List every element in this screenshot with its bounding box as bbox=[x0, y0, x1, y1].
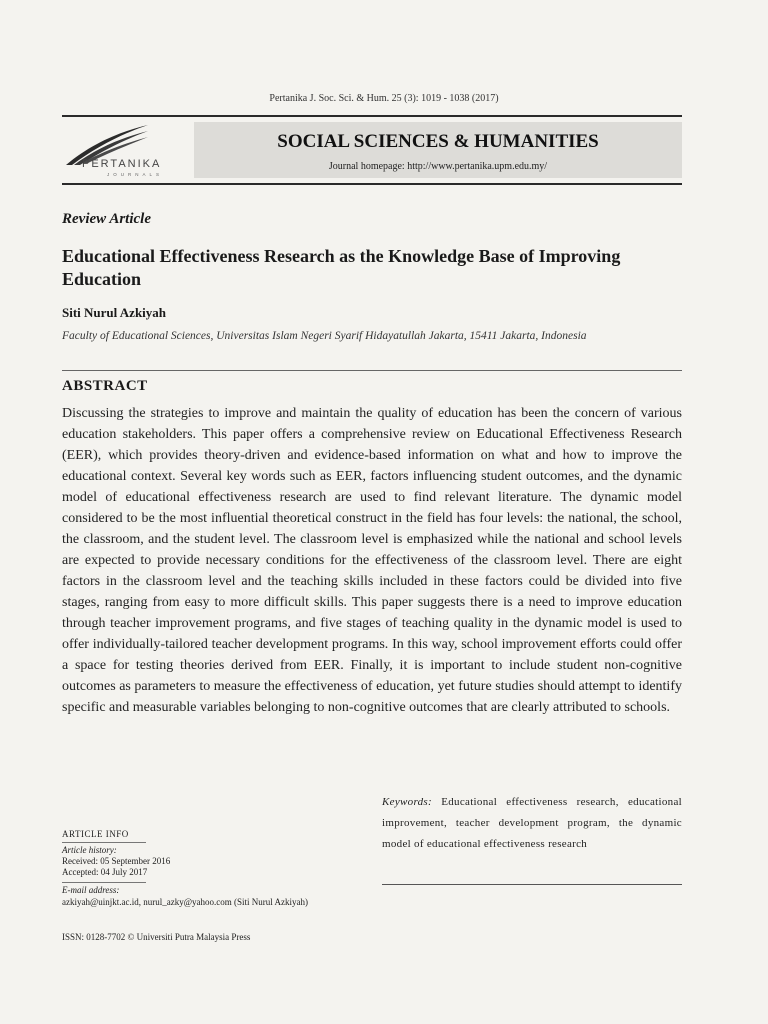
author-affiliation: Faculty of Educational Sciences, Universitas Islam Negeri Syarif Hidayatullah Jakarta, 15411 Jakarta, Indonesia bbox=[62, 330, 587, 342]
article-type: Review Article bbox=[62, 211, 152, 227]
email-label: E-mail address: bbox=[62, 885, 120, 895]
logo-subtitle: JOURNALS bbox=[107, 172, 164, 177]
article-info-heading: ARTICLE INFO bbox=[62, 829, 129, 839]
received-date: Received: 05 September 2016 bbox=[62, 856, 171, 866]
article-title: Educational Effectiveness Research as the Knowledge Base of Improving Education bbox=[62, 246, 621, 289]
article-history-label: Article history: bbox=[62, 845, 117, 855]
keywords-block bbox=[382, 792, 682, 855]
divider bbox=[382, 884, 682, 885]
journal-header bbox=[62, 115, 682, 185]
abstract-text: Discussing the strategies to improve and maintain the quality of education has been the concern of various education stakeholders. This paper offers a comprehensive review on Educational Effectiveness Research (EER), which provides theory-driven and evidence-based information on what and how to improve the educational context. Several key words such as EER, factors influencing student outcomes, and the dynamic model of educational effectiveness research are used to find relevant literature. The dynamic model considered to be the most influential theoretical construct in the field has four levels: the national, the school, the classroom, and the student level. The classroom level is emphasized while the national and school levels are expected to provide necessary conditions for the effectiveness of the classroom level. There are eight factors in the classroom level and the teaching skills included in these factors could be divided into five stages, ranging from easy to more difficult skills. This paper suggests there is a need to improve education through teacher improvement programs, and five stages of teaching quality in the dynamic model is used to offer individually-tailored teacher development programs. In this way, school improvement efforts could offer a space for testing theories derived from EER. Finally, it is important to include student non-cognitive outcomes as parameters to measure the effectiveness of education, yet future studies should attempt to identify specific and measurable variables belonging to non-cognitive outcomes that are clearly attributed to schools. bbox=[62, 406, 682, 715]
journal-title: SOCIAL SCIENCES & HUMANITIES bbox=[277, 131, 599, 152]
issn-copyright: ISSN: 0128-7702 © Universiti Putra Malaysia Press bbox=[62, 932, 251, 942]
journal-citation: Pertanika J. Soc. Sci. & Hum. 25 (3): 1019 - 1038 (2017) bbox=[269, 93, 499, 104]
email-address[interactable]: azkiyah@uinjkt.ac.id, nurul_azky@yahoo.com (Siti Nurul Azkiyah) bbox=[62, 897, 309, 907]
divider bbox=[62, 370, 682, 371]
journal-title-box bbox=[194, 122, 682, 178]
keywords-text: Educational effectiveness research, educational improvement, teacher development program, the dynamic model of educational effectiveness research bbox=[382, 796, 682, 850]
abstract-heading: ABSTRACT bbox=[62, 378, 148, 394]
journal-homepage[interactable]: Journal homepage: http://www.pertanika.upm.edu.my/ bbox=[328, 161, 548, 172]
accepted-date: Accepted: 04 July 2017 bbox=[62, 867, 148, 877]
pertanika-logo bbox=[62, 119, 194, 181]
logo-wordmark: PERTANIKA bbox=[82, 158, 162, 170]
keywords-label: Keywords: bbox=[382, 796, 432, 808]
divider bbox=[62, 882, 146, 883]
author-name: Siti Nurul Azkiyah bbox=[62, 305, 167, 320]
divider bbox=[62, 842, 146, 843]
